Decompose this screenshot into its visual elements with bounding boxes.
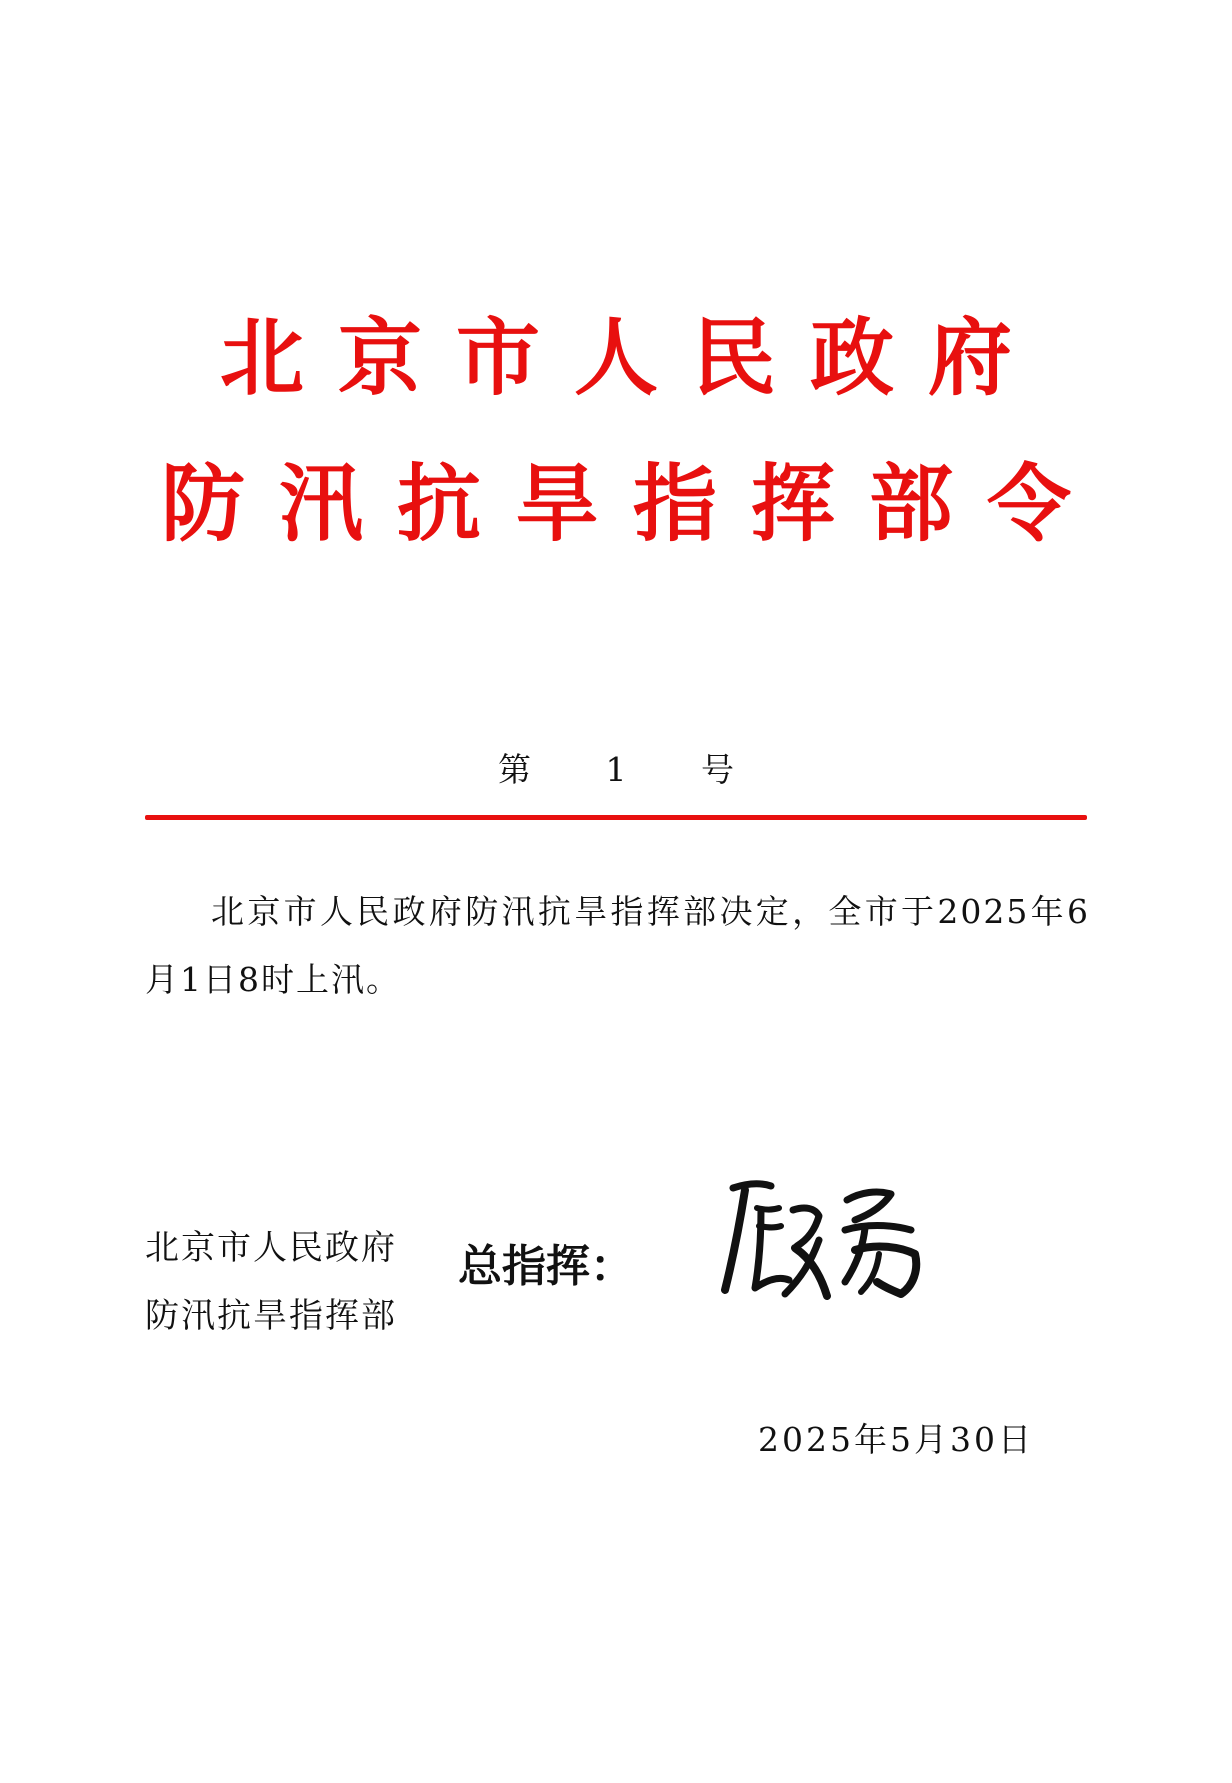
document-number: 第 1 号 xyxy=(498,750,766,789)
header-title-line2: 防汛抗旱指挥部令 xyxy=(160,455,1105,553)
issuer-block xyxy=(145,1214,397,1350)
issue-date: 2025年5月30日 xyxy=(758,1420,1034,1459)
issuer-line1: 北京市人民政府 xyxy=(145,1228,397,1268)
order-body-paragraph: 北京市人民政府防汛抗旱指挥部决定，全市于2025年6月1日8时上汛。 xyxy=(145,892,1090,999)
header-title-line1: 北京市人民政府 xyxy=(219,309,1046,407)
handwritten-signature-icon xyxy=(715,1170,935,1320)
commander-label: 总指挥： xyxy=(458,1241,634,1292)
issuer-line2: 防汛抗旱指挥部 xyxy=(145,1296,397,1336)
red-divider-line xyxy=(145,815,1087,820)
